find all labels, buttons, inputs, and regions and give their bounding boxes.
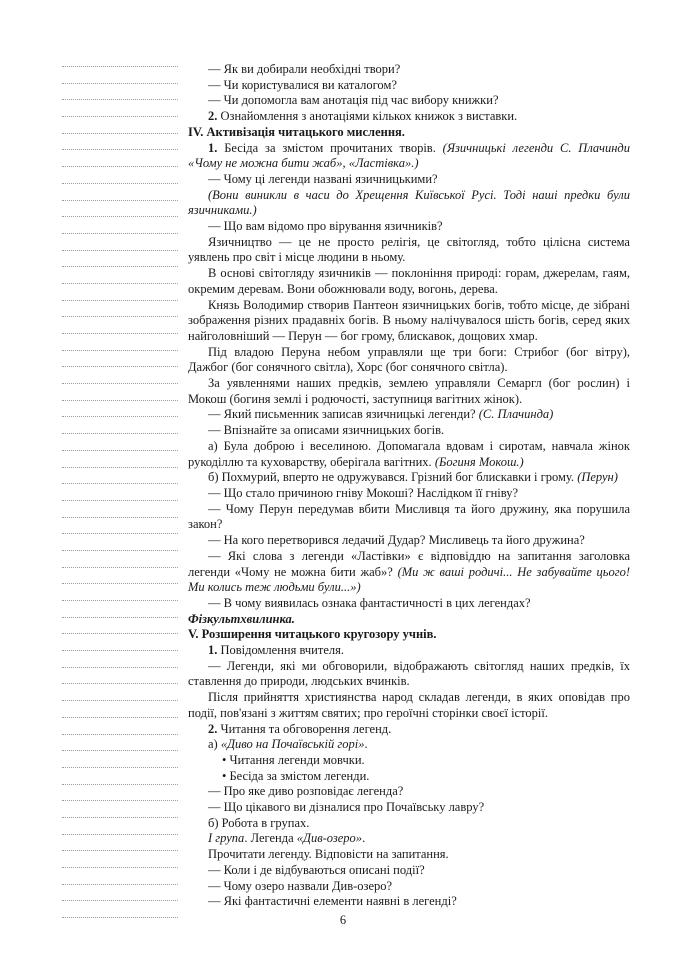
text-run: . (362, 831, 366, 846)
note-line (62, 149, 178, 150)
italic-run: (Богиня Мокош.) (434, 454, 524, 469)
note-line (62, 416, 178, 417)
sub-item (188, 737, 630, 753)
question-line (188, 423, 630, 439)
italic-run: (С. Плачинда) (478, 407, 554, 422)
note-line (62, 700, 178, 701)
bullet-item (188, 753, 630, 769)
question-line (188, 172, 630, 188)
bullet-item (188, 769, 630, 785)
question-line (188, 784, 630, 800)
section-heading (188, 612, 630, 628)
sub-item (188, 816, 630, 832)
note-line (62, 233, 178, 234)
note-line (62, 266, 178, 267)
note-line (62, 834, 178, 835)
text-run: — Чи допомогла вам анотація під час вибору книжки? (208, 93, 499, 108)
paragraph (188, 235, 630, 266)
question-line (188, 219, 630, 235)
section-heading (188, 627, 630, 643)
note-line (62, 66, 178, 67)
page-text (188, 62, 630, 910)
note-line (62, 300, 178, 301)
text-run: Під владою Перуна небом управляли ще три боги: Стрибог (бог вітру), Дажбог (бог сонячного світла), Хорс (бог сонячного світла). (188, 344, 630, 375)
text-run: — Чому озеро назвали Див-озеро? (208, 878, 393, 893)
text-run: — На кого перетворився ледачий Дудар? Мисливець та його дружина? (208, 533, 585, 548)
page-number: 6 (339, 913, 347, 927)
sub-item (188, 831, 630, 847)
note-line (62, 817, 178, 818)
note-line (62, 717, 178, 718)
italic-run: «Диво на Почаївській горі» (220, 737, 365, 752)
text-run: • Читання легенди мовчки. (222, 752, 365, 767)
text-run: — Чому Перун передумав вбити Мисливця та його дружину, яка порушила закон? (188, 501, 630, 532)
note-line (62, 683, 178, 684)
note-line (62, 133, 178, 134)
note-line (62, 400, 178, 401)
text-run: Язичництво — це не просто релігія, це світогляд, тобто цілісна система уявлень про світ і місце людини в ньому. (188, 234, 630, 265)
heading-text: IV. Активізація читацького мислення. (188, 124, 405, 139)
text-run: . (364, 737, 368, 752)
text-run: а) Була доброю і веселиною. Допомагала вдовам і сиротам, навчала жінок рукоділлю та куховарству, оберігала вагітних. (188, 438, 630, 469)
text-run: б) Похмурий, вперто не одружувався. Грізний бог блискавки і грому. (208, 470, 578, 485)
question-line (188, 502, 630, 533)
note-line (62, 350, 178, 351)
numbered-item (188, 722, 630, 738)
text-run: — Що цікавого ви дізналися про Почаївську лавру? (208, 800, 485, 815)
italic-run: (Язичницькі легенди С. Плачинди «Чому не можна бити жаб», «Ластівка».) (188, 140, 631, 171)
note-line (62, 200, 178, 201)
note-line (62, 550, 178, 551)
text-run: — В чому виявилась ознака фантастичності в цих легендах? (208, 595, 531, 610)
note-line (62, 800, 178, 801)
note-line (62, 600, 178, 601)
note-line (62, 784, 178, 785)
paragraph (188, 470, 630, 486)
text-run: — Як ви добирали необхідні твори? (208, 62, 401, 76)
note-line (62, 316, 178, 317)
note-line (62, 433, 178, 434)
text-run: Князь Володимир створив Пантеон язичницьких богів, тобто місце, де зібрані зображення різних прадавніх богів. В ньому налічувалося шість богів, серед яких найголовніший — Перун — бог грому, блискавок, дощових хмар. (188, 297, 630, 343)
note-line (62, 483, 178, 484)
text-run: — Які фантастичні елементи наявні в легенді? (208, 894, 457, 909)
note-line (62, 83, 178, 84)
note-line (62, 850, 178, 851)
text-run: Повідомлення вчителя. (220, 643, 344, 658)
text-run: В основі світогляду язичників — поклоніння природі: горам, джерелам, гаям, окремим деревам. Вони обожнювали воду, вогонь, дерева. (188, 266, 630, 296)
text-run: • Бесіда за змістом легенди. (222, 768, 370, 783)
question-line (188, 93, 630, 109)
note-line (62, 767, 178, 768)
note-line (62, 884, 178, 885)
paragraph (188, 376, 630, 407)
question-line (188, 549, 630, 596)
paragraph (188, 659, 630, 690)
item-number: 1. (208, 140, 225, 155)
paragraph (188, 345, 630, 376)
text-run: — Чи користувалися ви каталогом? (208, 77, 397, 92)
note-line (62, 734, 178, 735)
note-line (62, 283, 178, 284)
note-lines-column (62, 66, 178, 934)
text-run: — Впізнайте за описами язичницьких богів. (208, 423, 445, 438)
paragraph (188, 439, 630, 470)
question-line (188, 407, 630, 423)
heading-text: Фізкультхвилинка. (188, 611, 295, 626)
question-line (188, 863, 630, 879)
text-run: — Що стало причиною гніву Мокоші? Наслідком її гніву? (208, 485, 519, 500)
question-line (188, 879, 630, 895)
note-line (62, 216, 178, 217)
item-number: 2. (208, 109, 221, 124)
question-line (188, 894, 630, 910)
italic-run: І група (208, 831, 245, 846)
text-run: Після прийняття християнства народ складав легенди, в яких оповідав про події, пов'язані з життям святих; про героїчні сторінки своєї історії. (188, 690, 630, 720)
text-run: Читання та обговорення легенд. (220, 721, 392, 736)
paragraph (188, 298, 630, 345)
text-run: Прочитати легенду. Відповісти на запитання. (208, 847, 449, 862)
numbered-item (188, 643, 630, 659)
numbered-item (188, 109, 630, 125)
answer-line (188, 188, 630, 219)
text-run: — Які слова з легенди «Ластівки» є відповіддю на запитання заголовка легенди «Чому не можна бити жаб»? (188, 548, 630, 579)
note-line (62, 333, 178, 334)
text-run: Бесіда за змістом прочитаних творів. (224, 140, 443, 155)
note-line (62, 650, 178, 651)
paragraph (188, 266, 630, 297)
text-run: Ознайомлення з анотаціями кількох книжок з виставки. (220, 109, 518, 124)
note-line (62, 99, 178, 100)
note-line (62, 500, 178, 501)
note-line (62, 517, 178, 518)
question-line (188, 78, 630, 94)
italic-run: (Ми ж ваші родичі... Не забувайте цього! Ми колись теж людьми були...») (188, 564, 630, 595)
question-line (188, 800, 630, 816)
note-line (62, 533, 178, 534)
note-line (62, 450, 178, 451)
italic-run: (Вони виникли в часи до Хрещення Київської Русі. Тоді наші предки були язичниками.) (188, 187, 630, 218)
note-line (62, 250, 178, 251)
note-line (62, 116, 178, 117)
note-line (62, 667, 178, 668)
section-heading (188, 125, 630, 141)
note-line (62, 867, 178, 868)
text-run: — Коли і де відбуваються описані події? (208, 862, 425, 877)
note-line (62, 617, 178, 618)
note-line (62, 183, 178, 184)
question-line (188, 533, 630, 549)
note-line (62, 567, 178, 568)
note-line (62, 467, 178, 468)
text-run: — Який письменник записав язичницькі легенди? (208, 407, 479, 422)
numbered-item (188, 141, 630, 172)
italic-run: (Перун) (577, 470, 618, 485)
heading-text: V. Розширення читацького кругозору учнів. (188, 627, 437, 642)
text-run: а) (208, 737, 221, 752)
text-run: — Легенди, які ми обговорили, відображають світогляд наших предків, їх ставлення до природи, людських вчинків. (188, 658, 630, 689)
question-line (188, 62, 630, 78)
item-number: 2. (208, 721, 221, 736)
paragraph (188, 847, 630, 863)
question-line (188, 596, 630, 612)
note-line (62, 633, 178, 634)
note-line (62, 366, 178, 367)
text-run: . Легенда (244, 831, 297, 846)
note-line (62, 900, 178, 901)
question-line (188, 486, 630, 502)
note-line (62, 383, 178, 384)
note-line (62, 583, 178, 584)
text-run: — Про яке диво розповідає легенда? (208, 784, 404, 799)
text-run: — Що вам відомо про вірування язичників? (208, 219, 443, 234)
item-number: 1. (208, 643, 221, 658)
text-run: — Чому ці легенди названі язичницькими? (208, 171, 438, 186)
text-run: За уявленнями наших предків, землею управляли Семаргл (бог рослин) і Мокош (богиня землі і родючості, заступниця вагітних жінок). (188, 376, 630, 406)
text-run: б) Робота в групах. (208, 815, 310, 830)
italic-run: «Див-озеро» (296, 831, 363, 846)
note-line (62, 750, 178, 751)
note-line (62, 166, 178, 167)
paragraph (188, 690, 630, 721)
